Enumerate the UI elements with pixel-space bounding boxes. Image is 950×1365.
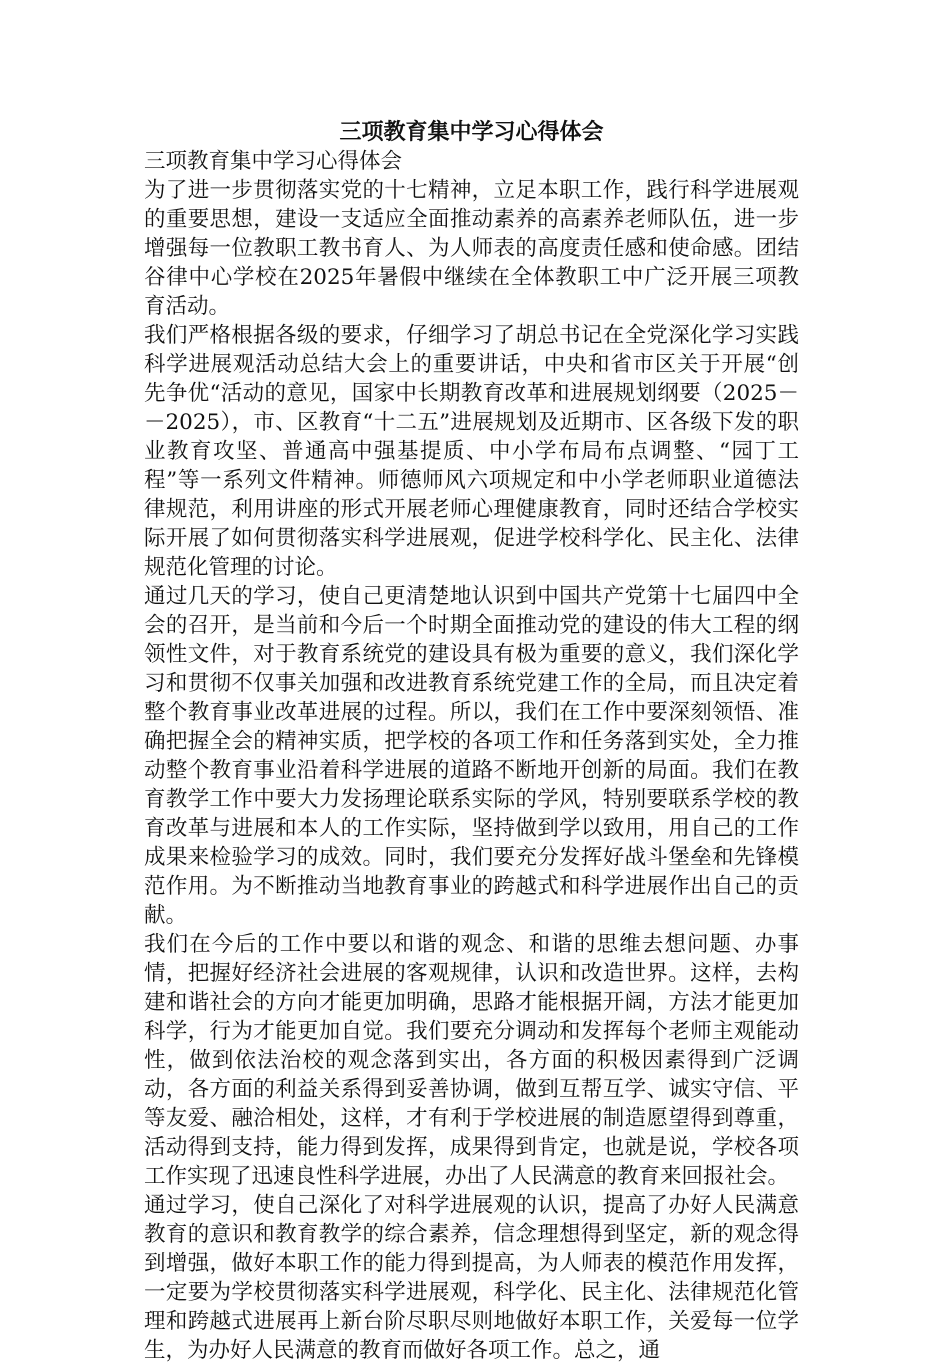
- document-subtitle: 三项教育集中学习心得体会: [144, 149, 403, 174]
- paragraph-2: 我们严格根据各级的要求，仔细学习了胡总书记在全党深化学习实践科学进展观活动总结大会上的重要讲话，中央和省市区关于开展“创先争优“活动的意见，国家中长期教育改革和进展规划纲要（2025－－2025），市、区教育“十二五”进展规划及近期市、区各级下发的职业教育攻坚、普通高中强基提质、中小学布局布点调整、“园丁工程”等一系列文件精神。师德师风六项规定和中小学老师职业道德法律规范，利用讲座的形式开展老师心理健康教育，同时还结合学校实际开展了如何贯彻落实科学进展观，促进学校科学化、民主化、法律规范化管理的讨论。: [144, 323, 799, 580]
- paragraph-3: 通过几天的学习，使自己更清楚地认识到中国共产党第十七届四中全会的召开，是当前和今后一个时期全面推动党的建设的伟大工程的纲领性文件，对于教育系统党的建设具有极为重要的意义，我们深化学习和贯彻不仅事关加强和改进教育系统党建工作的全局，而且决定着整个教育事业改革进展的过程。所以，我们在工作中要深刻领悟、准确把握全会的精神实质，把学校的各项工作和任务落到实处，全力推动整个教育事业沿着科学进展的道路不断地开创新的局面。我们在教育教学工作中要大力发扬理论联系实际的学风，特别要联系学校的教育改革与进展和本人的工作实际，坚持做到学以致用，用自己的工作成果来检验学习的成效。同时，我们要充分发挥好战斗堡垒和先锋模范作用。为不断推动当地教育事业的跨越式和科学进展作出自己的贡献。: [144, 584, 799, 928]
- paragraph-5: 通过学习，使自己深化了对科学进展观的认识，提高了办好人民满意教育的意识和教育教学的综合素养，信念理想得到坚定，新的观念得到增强，做好本职工作的能力得到提高，为人师表的模范作用发挥，一定要为学校贯彻落实科学进展观，科学化、民主化、法律规范化管理和跨越式进展再上新台阶尽职尽则地做好本职工作，关爱每一位学生，为办好人民满意的教育而做好各项工作。总之，通: [144, 1193, 799, 1363]
- paragraph-4: 我们在今后的工作中要以和谐的观念、和谐的思维去想问题、办事情，把握好经济社会进展的客观规律，认识和改造世界。这样，去构建和谐社会的方向才能更加明确，思路才能根据开阔，方法才能更加科学，行为才能更加自觉。我们要充分调动和发挥每个老师主观能动性，做到依法治校的观念落到实出，各方面的积极因素得到广泛调动，各方面的利益关系得到妥善协调，做到互帮互学、诚实守信、平等友爱、融洽相处，这样，才有利于学校进展的制造愿望得到尊重，活动得到支持，能力得到发挥，成果得到肯定，也就是说，学校各项工作实现了迅速良性科学进展，办出了人民满意的教育来回报社会。: [144, 932, 799, 1189]
- paragraph-1: 为了进一步贯彻落实党的十七精神，立足本职工作，践行科学进展观的重要思想，建设一支适应全面推动素养的高素养老师队伍，进一步增强每一位教职工教书育人、为人师表的高度责任感和使命感。团结谷律中心学校在2025年暑假中继续在全体教职工中广泛开展三项教育活动。: [144, 178, 799, 319]
- document-page: [144, 118, 799, 1365]
- document-title: 三项教育集中学习心得体会: [339, 119, 604, 145]
